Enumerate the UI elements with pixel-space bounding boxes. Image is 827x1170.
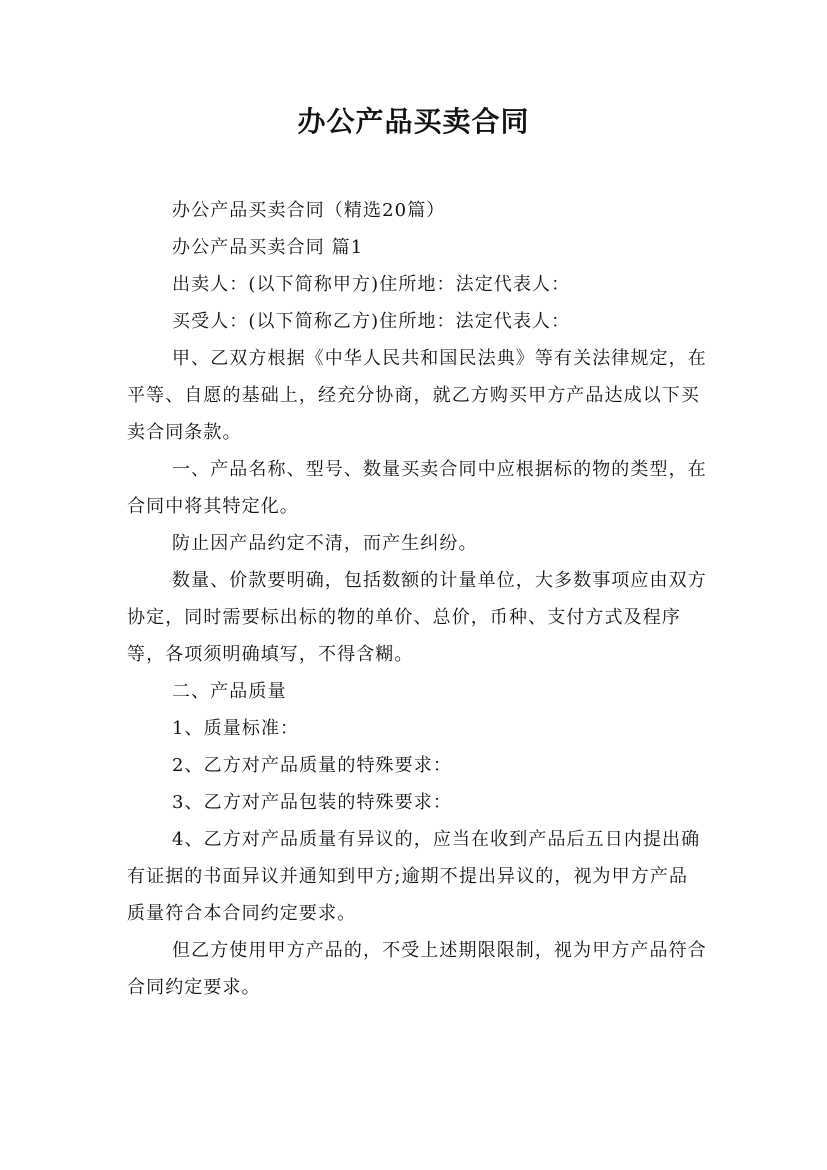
- paragraph-quantity-price: 数量、价款要明确，包括数额的计量单位，大多数事项应由双方协定，同时需要标出标的物的单价、总价，币种、支付方式及程序等，各项须明确填写，不得含糊。: [127, 570, 707, 665]
- document-body: [127, 192, 707, 1006]
- paragraph-usage-exception: 但乙方使用甲方产品的，不受上述期限限制，视为甲方产品符合合同约定要求。: [127, 940, 707, 998]
- paragraph-seller: 出卖人：(以下简称甲方)住所地：法定代表人：: [172, 274, 571, 295]
- paragraph-dispute: 防止因产品约定不清，而产生纠纷。: [172, 533, 478, 554]
- paragraph-preamble: 甲、乙双方根据《中华人民共和国民法典》等有关法律规定，在平等、自愿的基础上，经充分协商，就乙方购买甲方产品达成以下买卖合同条款。: [127, 348, 707, 443]
- paragraph-quality-standard: 1、质量标准：: [172, 718, 300, 739]
- document-title: 办公产品买卖合同: [297, 105, 530, 138]
- paragraph-quality-special: 2、乙方对产品质量的特殊要求：: [172, 755, 452, 776]
- paragraph-quality-objection: 4、乙方对产品质量有异议的，应当在收到产品后五日内提出确有证据的书面异议并通知到甲方;逾期不提出异议的，视为甲方产品质量符合本合同约定要求。: [127, 829, 701, 924]
- paragraph-clause-1: 一、产品名称、型号、数量买卖合同中应根据标的物的类型，在合同中将其特定化。: [127, 459, 707, 517]
- paragraph-buyer: 买受人：(以下简称乙方)住所地：法定代表人：: [172, 311, 571, 332]
- paragraph-subtitle: 办公产品买卖合同（精选20篇）: [172, 200, 446, 221]
- paragraph-section-heading: 办公产品买卖合同 篇1: [172, 237, 364, 258]
- paragraph-packaging-special: 3、乙方对产品包装的特殊要求：: [172, 792, 452, 813]
- paragraph-clause-2: 二、产品质量: [172, 681, 287, 702]
